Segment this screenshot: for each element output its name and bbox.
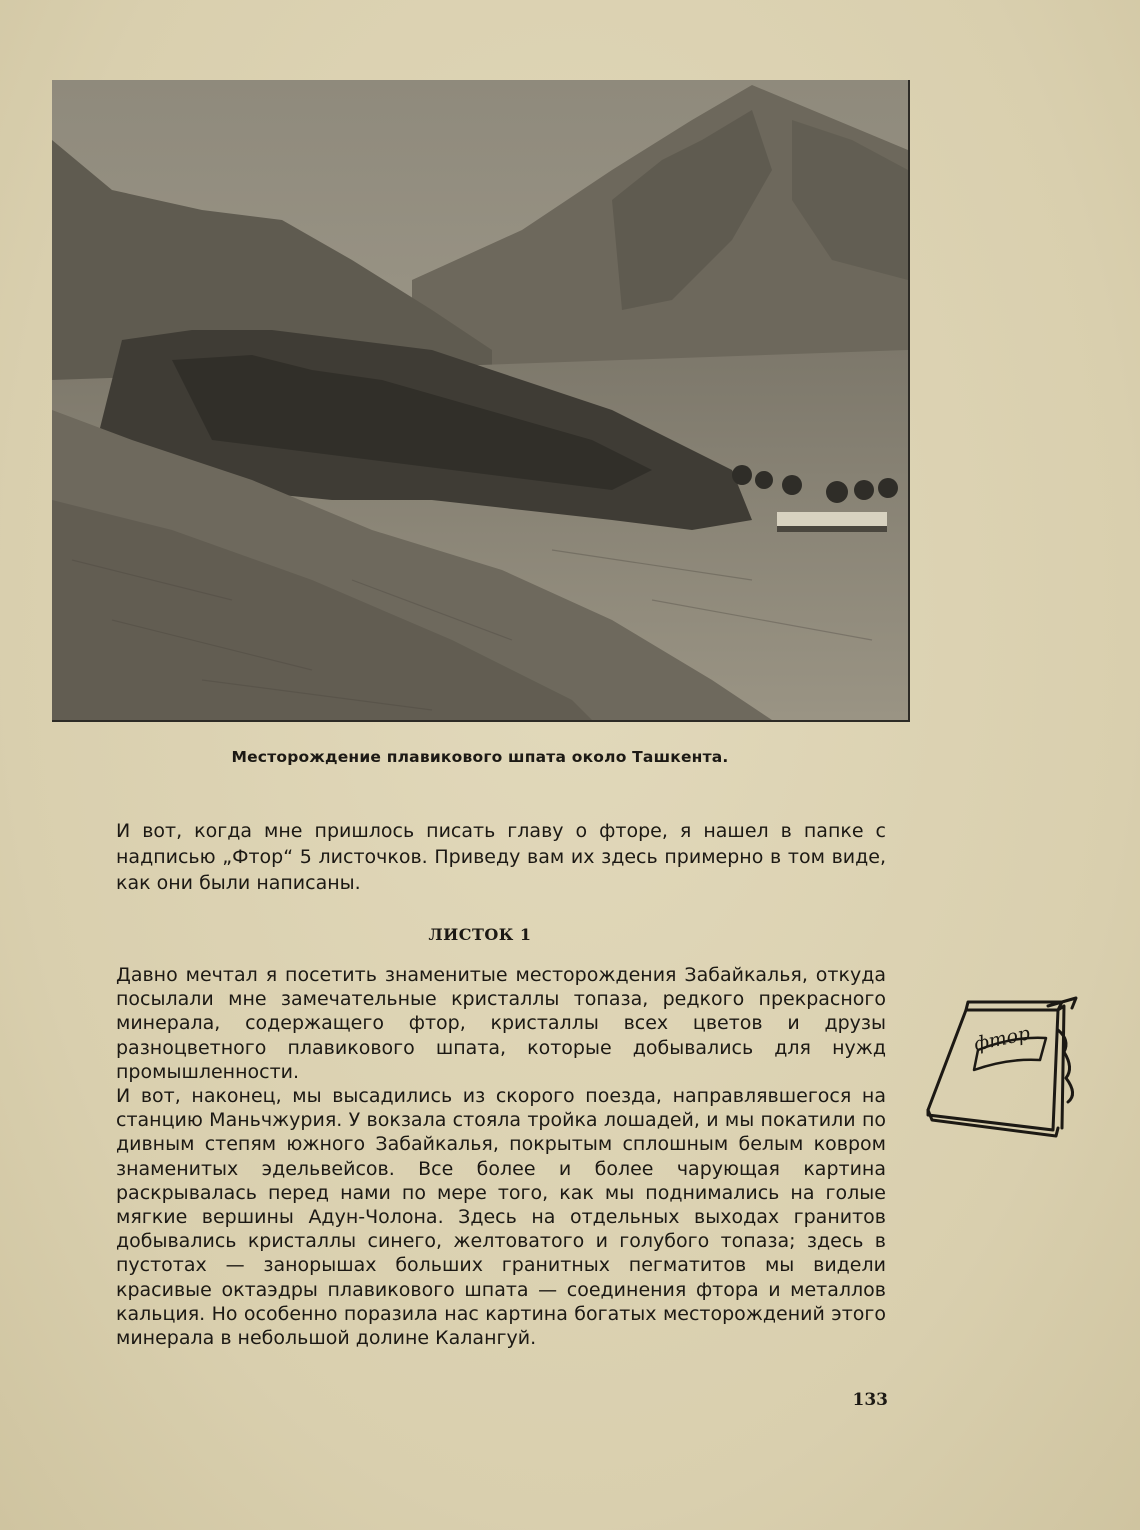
notebook-sketch-icon: [918, 990, 1086, 1140]
mountain-landscape-image: [52, 80, 908, 720]
body-text: [116, 963, 886, 1350]
paragraph-2: И вот, наконец, мы высадились из скорого поезда, направлявшегося на станцию Маньчжурия. У вокзала стояла тройка лошадей, и мы покатили по дивным степям южного Забайкалья, покрытым сплошным белым ковром знаменитых эдельвейсов. Все более и более чарующая картина раскрывалась перед нами по мере того, как мы поднимались на голые мягкие вершины Адун-Чолона. Здесь на отдельных выходах гранитов добывались кристаллы синего, желтоватого и голубого топаза; здесь в пустотах — занорышах больших гранитных пегматитов мы видели красивые октаэдры плавикового шпата — соединения фтора и металлов кальция. Но особенно поразила нас картина богатых месторождений этого минерала в небольшой долине Калангуй.: [116, 1085, 886, 1350]
notebook-drawing: [918, 990, 1086, 1140]
landscape-photo: [52, 80, 910, 722]
notebook-label: фтор: [972, 1022, 1032, 1056]
page-number: 133: [852, 1390, 888, 1410]
paragraph-1: Давно мечтал я посетить знаменитые месторождения Забайкалья, откуда посылали мне замечательные кристаллы топаза, редкого прекрасного минерала, содержащего фтор, кристаллы всех цветов и друзы разноцветного плавикового шпата, которые добывались для нужд промышленности.: [116, 964, 886, 1083]
intro-paragraph: [116, 818, 886, 896]
intro-text: И вот, когда мне пришлось писать главу о фторе, я нашел в папке с надписью „Фтор“ 5 листочков. Приведу вам их здесь примерно в том виде, как они были написаны.: [116, 820, 886, 894]
figure-caption: Месторождение плавикового шпата около Ташкента.: [231, 748, 729, 766]
section-heading: ЛИСТОК 1: [428, 925, 532, 944]
